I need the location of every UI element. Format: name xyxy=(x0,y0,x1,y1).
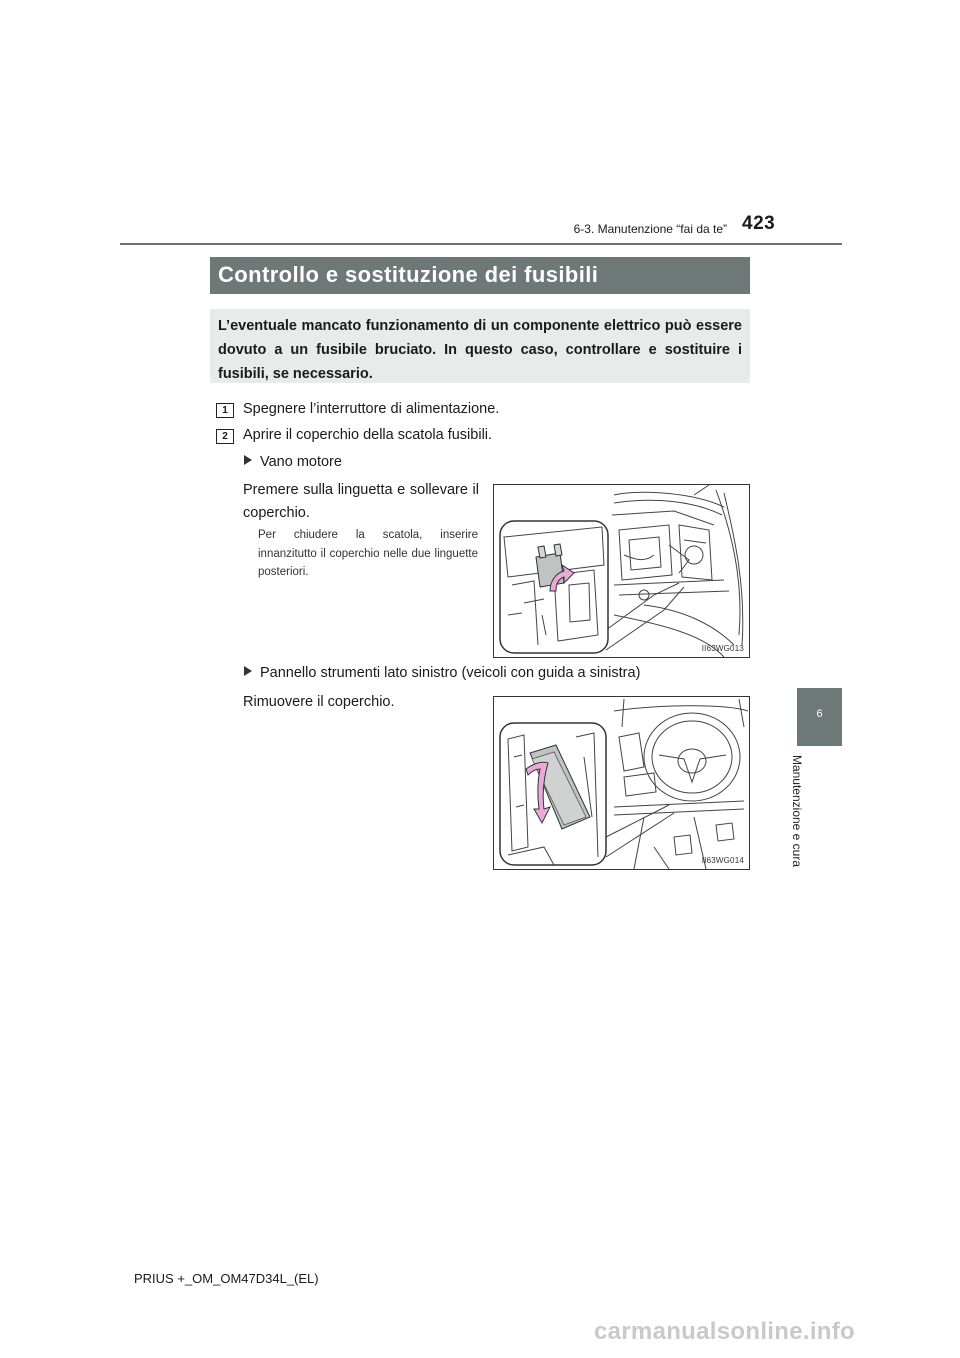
page-number: 423 xyxy=(742,213,776,234)
chapter-number: 6 xyxy=(816,708,823,720)
step-text-2: Aprire il coperchio della scatola fusibili. xyxy=(243,427,493,443)
chapter-label: Manutenzione e cura xyxy=(790,754,804,868)
section-reference: 6-3. Manutenzione “fai da te” xyxy=(573,222,727,236)
header-divider xyxy=(120,243,842,245)
step-text-1: Spegnere l’interruttore di alimentazione. xyxy=(243,401,500,417)
step-number-1: 1 xyxy=(216,403,234,418)
watermark: carmanualsonline.info xyxy=(594,1318,856,1345)
footer-document-code: PRIUS +_OM_OM47D34L_(EL) xyxy=(134,1271,319,1286)
subsection-heading-engine: Vano motore xyxy=(244,454,342,470)
dashboard-illustration xyxy=(494,697,750,870)
section-title-bar xyxy=(210,257,750,294)
subsection-heading-dashboard: Pannello strumenti lato sinistro (veicoli con guida a sinistra) xyxy=(244,665,640,681)
instruction-dashboard: Rimuovere il coperchio. xyxy=(243,694,395,710)
instruction-engine: Premere sulla linguetta e sollevare il coperchio. xyxy=(243,482,479,521)
chapter-tab xyxy=(797,688,842,746)
figure-code-2: II63WG014 xyxy=(701,856,744,865)
section-title: Controllo e sostituzione dei fusibili xyxy=(218,262,599,287)
triangle-bullet-icon xyxy=(244,666,252,676)
intro-box xyxy=(210,309,750,383)
triangle-bullet-icon xyxy=(244,455,252,465)
engine-fusebox-figure xyxy=(493,484,750,658)
dashboard-fusebox-figure xyxy=(493,696,750,870)
intro-text: L’eventuale mancato funzionamento di un componente elettrico può essere dovuto a un fusibile bruciato. In questo caso, controllare e sostituire i fusibili, se necessario. xyxy=(218,318,742,382)
figure-code-1: II63WG013 xyxy=(701,644,744,653)
engine-bay-illustration xyxy=(494,485,750,658)
note-engine: Per chiudere la scatola, inserire innanzitutto il coperchio nelle due linguette posteriori. xyxy=(258,529,478,578)
step-number-2: 2 xyxy=(216,429,234,444)
